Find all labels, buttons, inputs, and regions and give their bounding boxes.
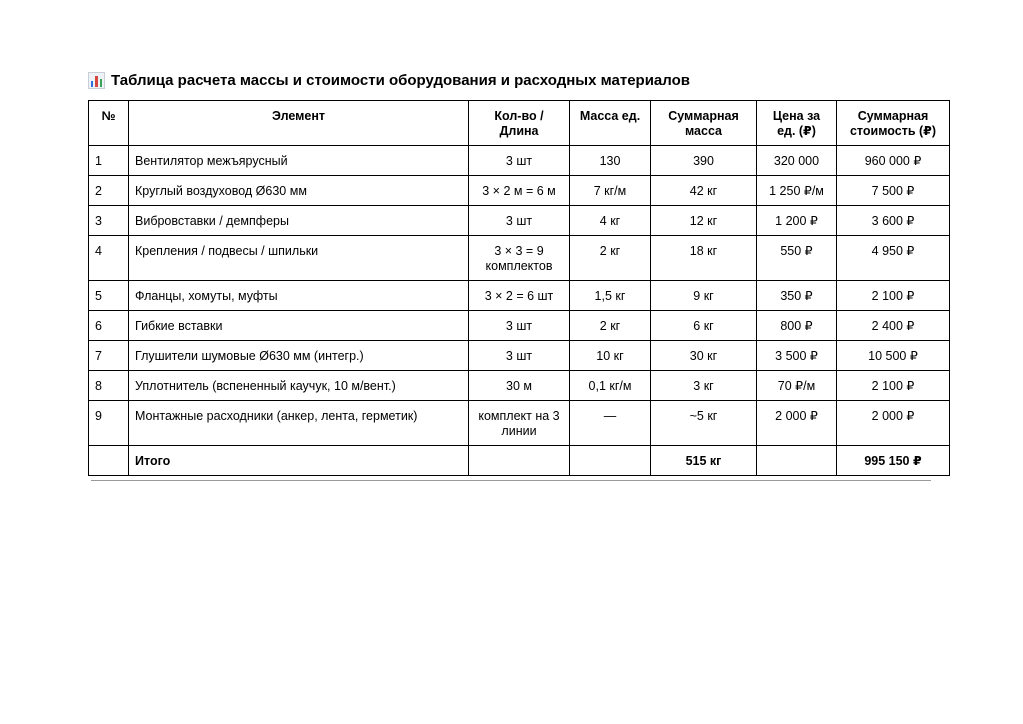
cell-element: Вентилятор межъярусный: [129, 146, 469, 176]
cell-number: 8: [89, 371, 129, 401]
cell-element: Круглый воздуховод Ø630 мм: [129, 176, 469, 206]
cell-total-mass: 42 кг: [651, 176, 757, 206]
cell-quantity: 3 шт: [469, 206, 570, 236]
cell-quantity: 3 шт: [469, 341, 570, 371]
header-row: [89, 101, 950, 146]
cell-total-cost: 10 500 ₽: [837, 341, 950, 371]
cell-number: 3: [89, 206, 129, 236]
table-row: [89, 311, 950, 341]
cell-unit-mass: 130: [570, 146, 651, 176]
table-row: [89, 281, 950, 311]
table-row: [89, 146, 950, 176]
cell-unit-price: 3 500 ₽: [757, 341, 837, 371]
cell-quantity: 3 × 2 = 6 шт: [469, 281, 570, 311]
cell-total-cost: 3 600 ₽: [837, 206, 950, 236]
header-cell-unit-mass: Масса ед.: [570, 101, 651, 146]
cell-unit-mass: 2 кг: [570, 311, 651, 341]
cell-element: Уплотнитель (вспененный каучук, 10 м/вент.): [129, 371, 469, 401]
cell-number: 7: [89, 341, 129, 371]
page-title: [88, 72, 690, 89]
total-mass: 515 кг: [651, 446, 757, 476]
cell-unit-price: 70 ₽/м: [757, 371, 837, 401]
cell-total-cost: 2 100 ₽: [837, 371, 950, 401]
header-cell-unit-price: Цена за ед. (₽): [757, 101, 837, 146]
cell-quantity: 3 шт: [469, 146, 570, 176]
cell-quantity: 3 шт: [469, 311, 570, 341]
cell-total-mass: 3 кг: [651, 371, 757, 401]
cell-total-mass: 30 кг: [651, 341, 757, 371]
cell-total-mass: 9 кг: [651, 281, 757, 311]
cell-element: Вибровставки / демпферы: [129, 206, 469, 236]
cell-unit-price: 1 250 ₽/м: [757, 176, 837, 206]
table-row: [89, 176, 950, 206]
cell-number: 2: [89, 176, 129, 206]
header-cell-number: №: [89, 101, 129, 146]
cell-unit-mass: —: [570, 401, 651, 446]
cell-unit-price: 1 200 ₽: [757, 206, 837, 236]
cell-total-cost: 2 100 ₽: [837, 281, 950, 311]
cell-element: Фланцы, хомуты, муфты: [129, 281, 469, 311]
cell-total-cost: 2 400 ₽: [837, 311, 950, 341]
total-cell-unit-price-empty: [757, 446, 837, 476]
cell-total-mass: 6 кг: [651, 311, 757, 341]
calculation-table: [88, 100, 950, 476]
cell-number: 9: [89, 401, 129, 446]
page-title-text: Таблица расчета массы и стоимости оборудования и расходных материалов: [111, 72, 690, 89]
cell-total-cost: 4 950 ₽: [837, 236, 950, 281]
cell-total-cost: 2 000 ₽: [837, 401, 950, 446]
cell-total-mass: ~5 кг: [651, 401, 757, 446]
header-cell-quantity: Кол-во / Длина: [469, 101, 570, 146]
cell-quantity: 3 × 3 = 9 комплектов: [469, 236, 570, 281]
cell-element: Крепления / подвесы / шпильки: [129, 236, 469, 281]
total-cell-unit-mass-empty: [570, 446, 651, 476]
total-cell-quantity-empty: [469, 446, 570, 476]
cell-unit-price: 800 ₽: [757, 311, 837, 341]
cell-unit-mass: 1,5 кг: [570, 281, 651, 311]
cell-total-mass: 390: [651, 146, 757, 176]
cell-unit-price: 350 ₽: [757, 281, 837, 311]
cell-number: 5: [89, 281, 129, 311]
bar-chart-icon: [88, 72, 105, 89]
total-cost: 995 150 ₽: [837, 446, 950, 476]
cell-total-cost: 7 500 ₽: [837, 176, 950, 206]
cell-total-mass: 18 кг: [651, 236, 757, 281]
horizontal-rule: [91, 480, 931, 481]
cell-element: Глушители шумовые Ø630 мм (интегр.): [129, 341, 469, 371]
header-cell-element: Элемент: [129, 101, 469, 146]
total-cell-number-empty: [89, 446, 129, 476]
cell-total-mass: 12 кг: [651, 206, 757, 236]
cell-element: Гибкие вставки: [129, 311, 469, 341]
cell-number: 1: [89, 146, 129, 176]
cell-number: 6: [89, 311, 129, 341]
cell-unit-mass: 0,1 кг/м: [570, 371, 651, 401]
table-row: [89, 341, 950, 371]
cell-unit-mass: 10 кг: [570, 341, 651, 371]
header-cell-total-cost: Суммарная стоимость (₽): [837, 101, 950, 146]
total-label: Итого: [129, 446, 469, 476]
cell-element: Монтажные расходники (анкер, лента, герметик): [129, 401, 469, 446]
cell-unit-mass: 7 кг/м: [570, 176, 651, 206]
total-row: [89, 446, 950, 476]
cell-number: 4: [89, 236, 129, 281]
cell-unit-price: 550 ₽: [757, 236, 837, 281]
cell-total-cost: 960 000 ₽: [837, 146, 950, 176]
table-row: [89, 371, 950, 401]
cell-unit-mass: 2 кг: [570, 236, 651, 281]
table-row: [89, 206, 950, 236]
cell-quantity: комплект на 3 линии: [469, 401, 570, 446]
table-row: [89, 236, 950, 281]
cell-quantity: 30 м: [469, 371, 570, 401]
header-cell-total-mass: Суммарная масса: [651, 101, 757, 146]
cell-unit-mass: 4 кг: [570, 206, 651, 236]
table-row: [89, 401, 950, 446]
cell-unit-price: 320 000: [757, 146, 837, 176]
cell-quantity: 3 × 2 м = 6 м: [469, 176, 570, 206]
cell-unit-price: 2 000 ₽: [757, 401, 837, 446]
